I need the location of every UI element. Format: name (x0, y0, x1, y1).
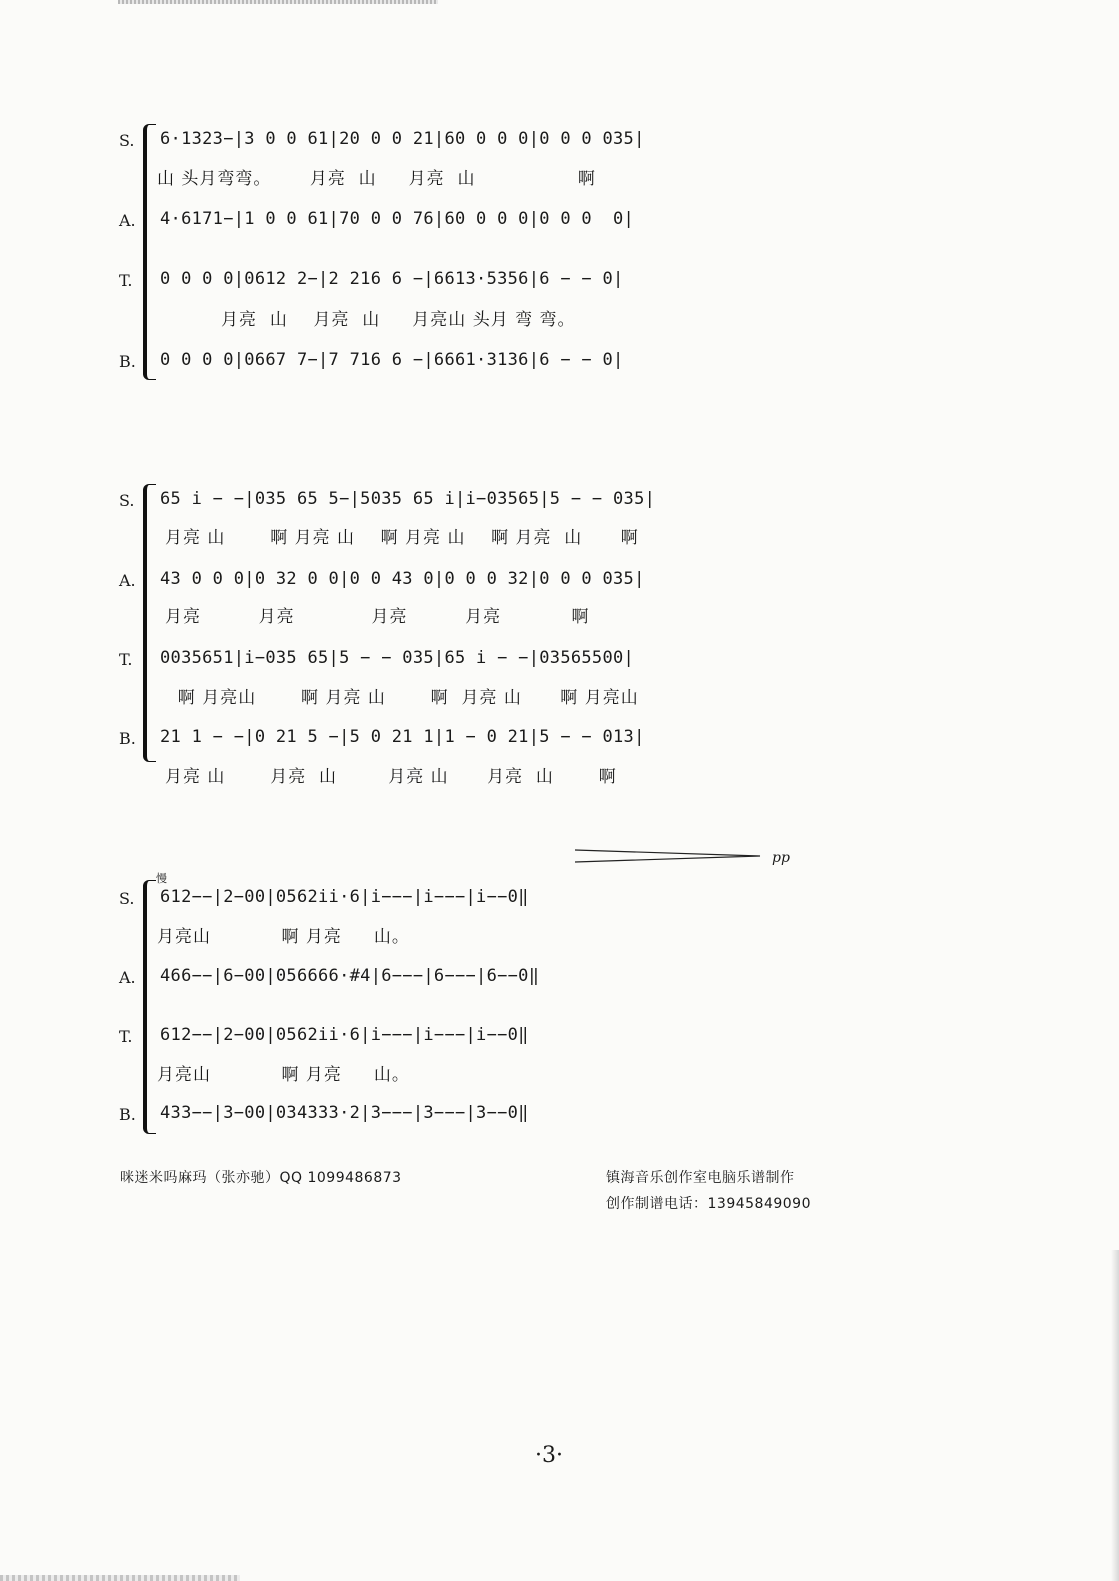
voice-label-soprano: S. (119, 889, 135, 908)
system-brace (143, 124, 156, 380)
voice-label-tenor: T. (119, 650, 133, 669)
lyrics-line-soprano: 月亮 山 啊 月亮 山 啊 月亮 山 啊 月亮 山 啊 (165, 528, 639, 548)
footer-credit-left: 咪迷米吗麻玛（张亦驰）QQ 1099486873 (120, 1170, 402, 1186)
voice-label-soprano: S. (119, 491, 135, 510)
page-number: ·3· (535, 1443, 563, 1468)
footer-credit-right-line1: 镇海音乐创作室电脑乐谱制作 (606, 1170, 795, 1186)
tempo-marking: 慢 (156, 872, 167, 885)
voice-label-alto: A. (119, 571, 136, 590)
notes-line-bass: 21 1 − −|0 21 5 −|5 0 21 1|1 − 0 21|5 − − 013| (160, 727, 645, 747)
dynamic-marking: pp (772, 850, 790, 866)
scan-bottom-artifact (0, 1575, 240, 1581)
notes-line-alto: 466−−|6−00|056666·#4|6−−−|6−−−|6−−0‖ (160, 966, 540, 986)
lyrics-line-alto: 月亮 月亮 月亮 月亮 啊 (165, 607, 590, 627)
lyrics-line-bass: 月亮 山 月亮 山 月亮 山 月亮 山 啊 (165, 767, 617, 787)
voice-label-bass: B. (119, 1105, 136, 1124)
notes-line-soprano: 6·1323−|3 0 0 61|20 0 0 21|60 0 0 0|0 0 0 035| (160, 129, 645, 149)
notes-line-bass: 433−−|3−00|034333·2|3−−−|3−−−|3−−0‖ (160, 1103, 529, 1123)
scan-edge-shadow (1111, 1250, 1119, 1581)
lyrics-line-soprano: 月亮山 啊 月亮 山。 (157, 927, 410, 947)
voice-label-alto: A. (119, 211, 136, 230)
notes-line-tenor: 0 0 0 0|0612 2−|2 216 6 −|6613·5356|6 − − 0| (160, 269, 624, 289)
decrescendo-hairpin (575, 848, 765, 864)
notes-line-tenor: 0035651|i−035 65|5 − − 035|65 i − −|03565500| (160, 648, 635, 668)
notes-line-bass: 0 0 0 0|0667 7−|7 716 6 −|6661·3136|6 − − 0| (160, 350, 624, 370)
scan-artifact (118, 0, 438, 4)
system-brace (143, 484, 156, 762)
voice-label-bass: B. (119, 729, 136, 748)
notes-line-soprano: 65 i − −|035 65 5−|5035 65 i|i−03565|5 − − 035| (160, 489, 656, 509)
voice-label-tenor: T. (119, 271, 133, 290)
notes-line-alto: 4·6171−|1 0 0 61|70 0 0 76|60 0 0 0|0 0 0 0| (160, 209, 635, 229)
lyrics-line-tenor: 啊 月亮山 啊 月亮 山 啊 月亮 山 啊 月亮山 (165, 688, 639, 708)
voice-label-tenor: T. (119, 1027, 133, 1046)
voice-label-alto: A. (119, 968, 136, 987)
notes-line-tenor: 612−−|2−00|0562ii·6|i−−−|i−−−|i−−0‖ (160, 1025, 529, 1045)
notes-line-alto: 43 0 0 0|0 32 0 0|0 0 43 0|0 0 0 32|0 0 0 035| (160, 569, 645, 589)
voice-label-soprano: S. (119, 131, 135, 150)
system-brace (143, 880, 156, 1134)
voice-label-bass: B. (119, 352, 136, 371)
notes-line-soprano: 612−−|2−00|0562ii·6|i−−−|i−−−|i−−0‖ (160, 887, 529, 907)
footer-credit-right-line2: 创作制谱电话：13945849090 (606, 1196, 811, 1212)
lyrics-line-tenor: 月亮 山 月亮 山 月亮山 头月 弯 弯。 (157, 310, 576, 330)
lyrics-line-soprano: 山 头月弯弯。 月亮 山 月亮 山 啊 (157, 169, 596, 189)
lyrics-line-tenor: 月亮山 啊 月亮 山。 (157, 1065, 410, 1085)
